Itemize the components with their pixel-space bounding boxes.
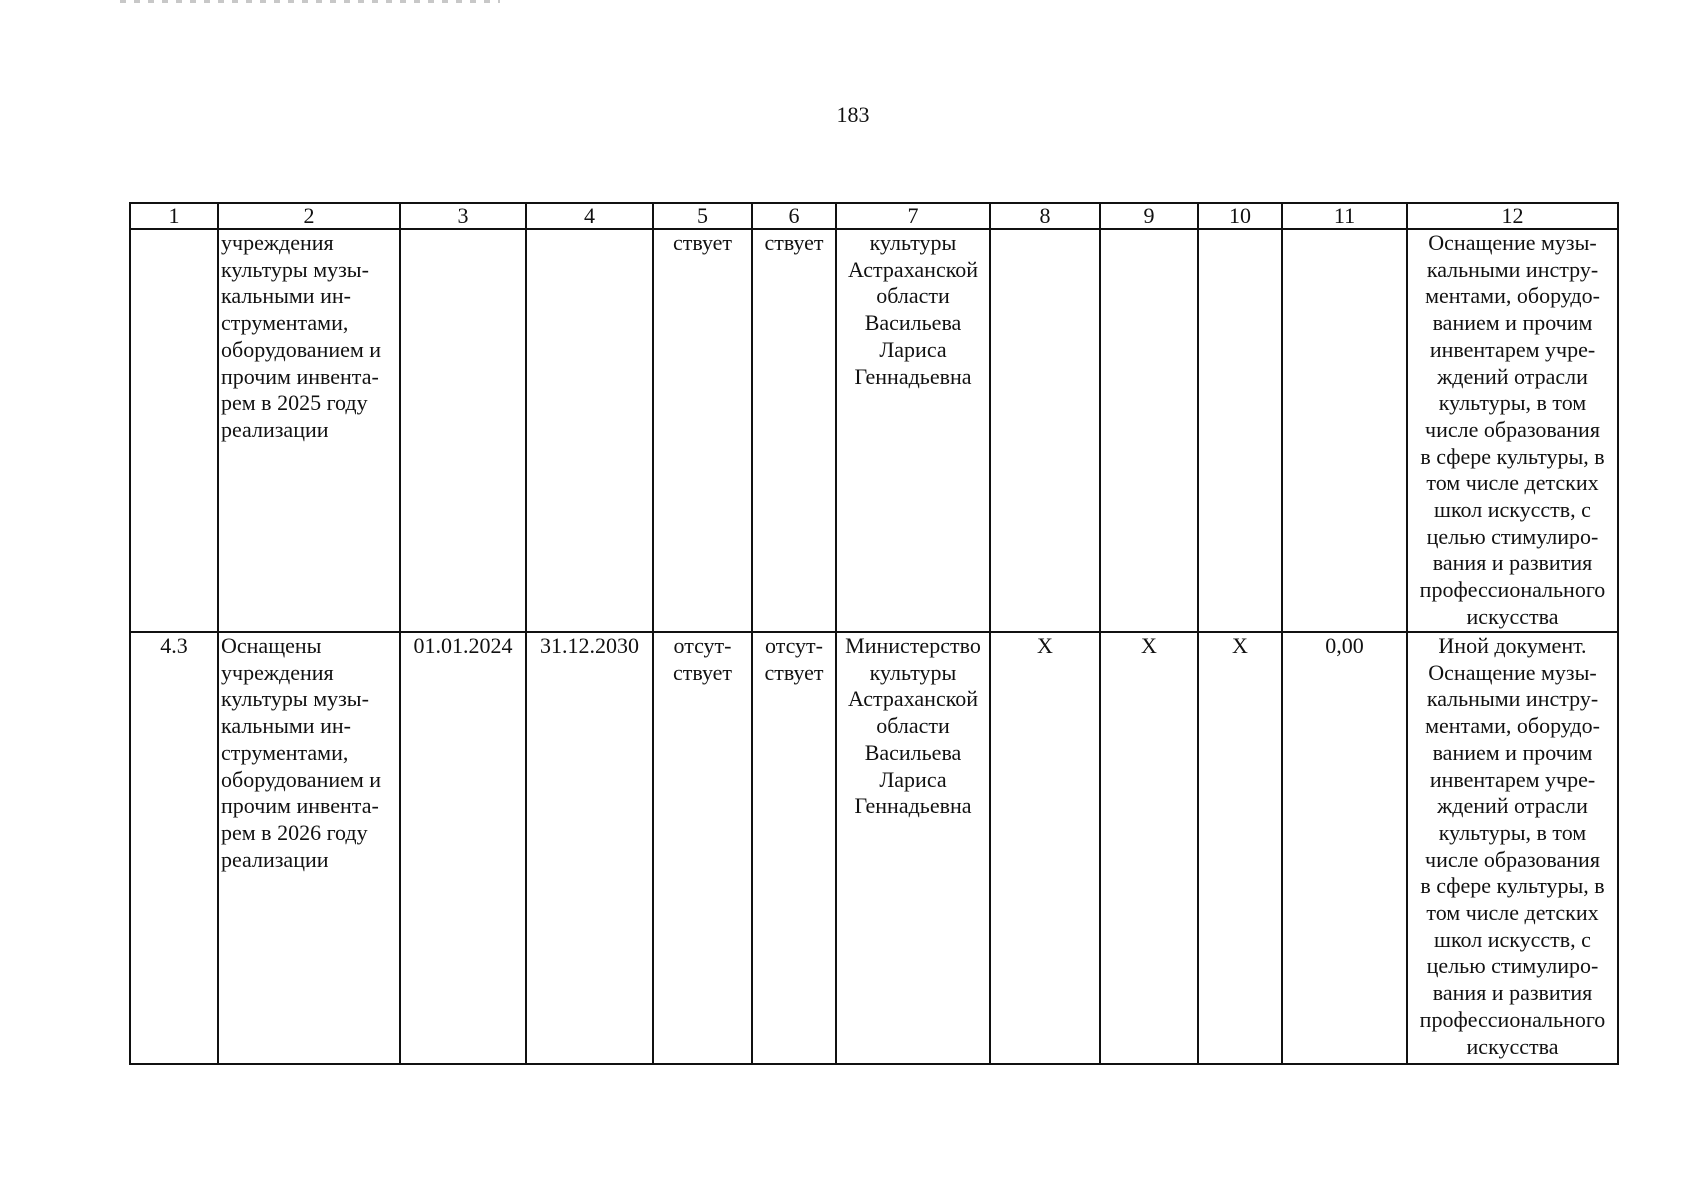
column-number: 4 xyxy=(526,203,653,229)
start-date-cell xyxy=(400,229,526,632)
column-number: 8 xyxy=(990,203,1100,229)
col11-cell xyxy=(1282,229,1407,632)
column-number: 1 xyxy=(130,203,218,229)
col10-cell xyxy=(1198,229,1282,632)
predecessor-cell: ствует xyxy=(653,229,752,632)
column-number: 5 xyxy=(653,203,752,229)
scan-artifact xyxy=(120,0,500,3)
result-name-cell: учреждения культуры музы- кальными ин- струментами, оборудованием и прочим инвента- рем в 2025 году реализации xyxy=(218,229,400,632)
column-number: 7 xyxy=(836,203,990,229)
row-number-cell xyxy=(130,229,218,632)
column-number: 6 xyxy=(752,203,836,229)
row-number-cell: 4.3 xyxy=(130,632,218,1064)
end-date-cell xyxy=(526,229,653,632)
measures-table xyxy=(129,202,1619,1065)
result-name-cell: Оснащены учреждения культуры музы- кальными ин- струментами, оборудованием и прочим инвента- рем в 2026 году реализации xyxy=(218,632,400,1064)
predecessor-cell: отсут- ствует xyxy=(653,632,752,1064)
responsible-cell: культуры Астраханской области Васильева Лариса Геннадьевна xyxy=(836,229,990,632)
column-number: 12 xyxy=(1407,203,1618,229)
column-number: 3 xyxy=(400,203,526,229)
successor-cell: ствует xyxy=(752,229,836,632)
col9-cell xyxy=(1100,229,1198,632)
successor-cell: отсут- ствует xyxy=(752,632,836,1064)
column-number: 10 xyxy=(1198,203,1282,229)
responsible-cell: Министерство культуры Астраханской области Васильева Лариса Геннадьевна xyxy=(836,632,990,1064)
column-number: 11 xyxy=(1282,203,1407,229)
start-date-cell: 01.01.2024 xyxy=(400,632,526,1064)
column-number-row xyxy=(130,203,1618,229)
document-cell: Иной документ. Оснащение музы- кальными инстру- ментами, оборудо- ванием и прочим инвентарем учре- ждений отрасли культуры, в том числе образования в сфере культуры, в том числе детских школ искусств, с целью стимулиро- вания и развития профессионального искусства xyxy=(1407,632,1618,1064)
document-cell: Оснащение музы- кальными инстру- ментами, оборудо- ванием и прочим инвентарем учре- ждений отрасли культуры, в том числе образования в сфере культуры, в том числе детских школ искусств, с целью стимулиро- вания и развития профессионального искусства xyxy=(1407,229,1618,632)
page-number: 183 xyxy=(836,102,870,127)
table-row xyxy=(130,632,1618,1064)
column-number: 9 xyxy=(1100,203,1198,229)
col8-cell xyxy=(990,229,1100,632)
table-row xyxy=(130,229,1618,632)
col9-cell: X xyxy=(1100,632,1198,1064)
col8-cell: X xyxy=(990,632,1100,1064)
column-number: 2 xyxy=(218,203,400,229)
col10-cell: X xyxy=(1198,632,1282,1064)
end-date-cell: 31.12.2030 xyxy=(526,632,653,1064)
col11-cell: 0,00 xyxy=(1282,632,1407,1064)
